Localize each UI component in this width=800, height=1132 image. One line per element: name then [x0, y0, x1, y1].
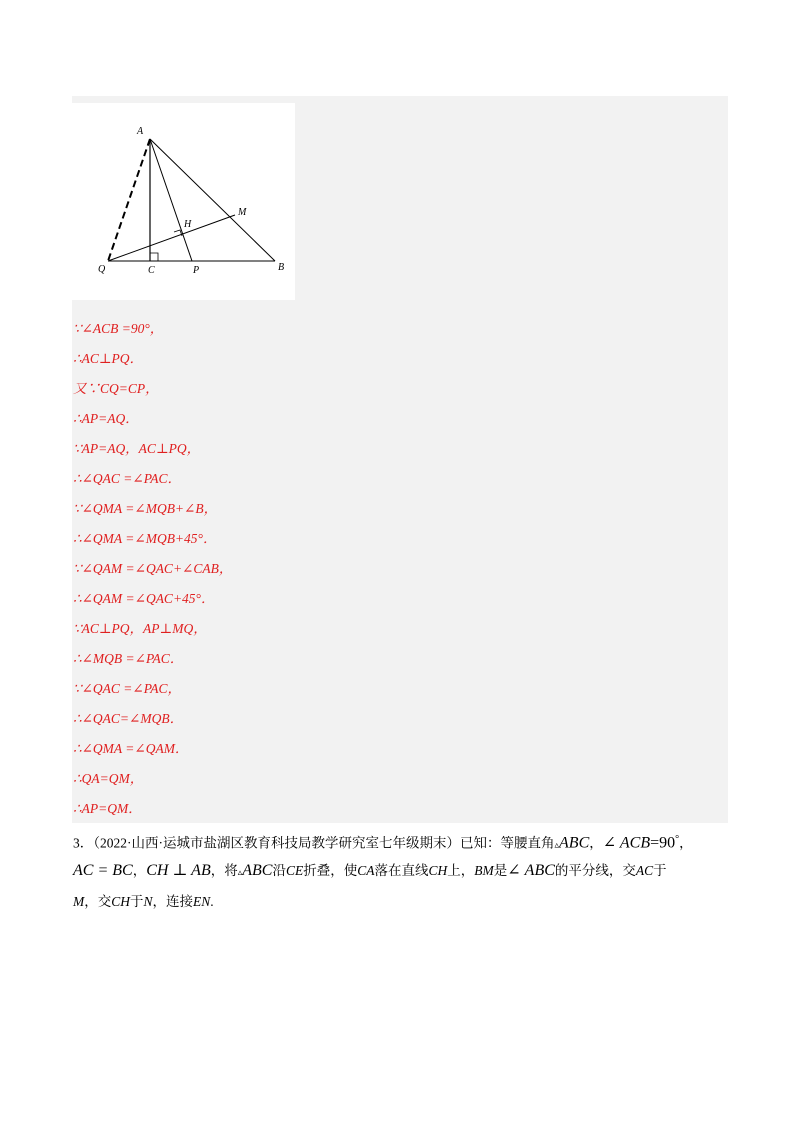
- text: 沿: [272, 863, 286, 878]
- segment-ch: CH: [428, 863, 448, 878]
- solution-line: ∵∠QMA =∠MQB+∠B，: [73, 501, 218, 516]
- label-P: P: [193, 265, 200, 276]
- text: 是: [493, 863, 508, 878]
- segment-bm: BM: [474, 863, 494, 878]
- label-M: M: [238, 207, 247, 218]
- text: 上，: [447, 863, 475, 878]
- punctuation: ，: [589, 835, 603, 851]
- triangle-symbol: ▵: [237, 867, 243, 877]
- solution-line: ∵AP=AQ，AC⊥PQ，: [73, 441, 201, 456]
- punctuation: .: [210, 894, 214, 909]
- solution-line: ∴∠QAM =∠QAC+45°．: [73, 591, 215, 606]
- text: 于: [130, 894, 144, 909]
- label-C: C: [148, 265, 155, 276]
- text: 折叠，使: [303, 863, 358, 878]
- ac-equals-bc: AC = BC: [73, 862, 133, 879]
- question-line-1: [73, 831, 693, 854]
- solution-line: ∵AC⊥PQ，AP⊥MQ，: [73, 621, 207, 636]
- point-n: N: [143, 894, 153, 909]
- triangle-abc: ABC: [242, 862, 273, 879]
- segment-ce: CE: [285, 863, 304, 878]
- segment-AQ-dashed: [108, 139, 150, 261]
- solution-line: ∴AC⊥PQ．: [73, 351, 144, 366]
- segment-en: EN: [193, 894, 211, 909]
- punctuation: ，: [679, 835, 693, 851]
- label-H: H: [184, 219, 192, 230]
- equals-90: =90: [650, 834, 676, 852]
- solution-line: ∴∠QMA =∠QAM．: [73, 741, 189, 756]
- solution-line: ∴∠QMA =∠MQB+45°．: [73, 531, 217, 546]
- solution-line: 又∵CQ=CP，: [73, 381, 159, 396]
- solution-line: ∴∠QAC=∠MQB．: [73, 711, 184, 726]
- angle-acb: ∠ ACB: [602, 834, 651, 852]
- solution-line: ∵∠QAM =∠QAC+∠CAB，: [73, 561, 233, 576]
- triangle-abc: ABC: [559, 834, 590, 852]
- text: 于: [653, 863, 667, 878]
- segment-ca: CA: [357, 863, 375, 878]
- solution-line: ∴AP=QM．: [73, 801, 142, 816]
- text: 落在直线: [374, 863, 429, 878]
- angle-abc: ∠ ABC: [507, 862, 555, 879]
- solution-line: ∴AP=AQ．: [73, 411, 139, 426]
- solution-line: ∴∠QAC =∠PAC．: [73, 471, 181, 486]
- geometry-figure: [72, 103, 295, 300]
- point-m: M: [73, 894, 85, 909]
- segment-ac: AC: [635, 863, 654, 878]
- right-angle-mark-C: [150, 253, 158, 261]
- triangle-symbol: ▵: [554, 839, 560, 850]
- label-A: A: [137, 126, 144, 137]
- text: ，将: [210, 863, 238, 878]
- question-number: 3．: [73, 835, 94, 851]
- text: ，连接: [152, 894, 194, 909]
- ch-perp-ab: CH ⊥ AB: [146, 862, 211, 879]
- segment-AP: [150, 139, 192, 261]
- text: ，交: [84, 894, 112, 909]
- segment-QM: [108, 215, 235, 261]
- solution-line: ∵∠QAC =∠PAC，: [73, 681, 181, 696]
- segment-AB: [150, 139, 275, 261]
- degree-mark: °: [675, 834, 680, 845]
- punctuation: ，: [132, 863, 147, 878]
- label-Q: Q: [98, 264, 106, 275]
- segment-ch: CH: [111, 894, 131, 909]
- question-line-2: [73, 862, 667, 881]
- question-source: （2022·山西·运城市盐湖区教育科技局教学研究室七年级期末）已知：等腰直角: [93, 835, 555, 851]
- text: 的平分线，交: [554, 863, 636, 878]
- solution-line: ∵∠ACB =90°，: [73, 321, 164, 336]
- triangle-diagram: [72, 103, 295, 300]
- label-B: B: [278, 262, 285, 273]
- solution-line: ∴∠MQB =∠PAC．: [73, 651, 184, 666]
- question-line-3: [73, 893, 214, 911]
- solution-line: ∴QA=QM，: [73, 771, 144, 786]
